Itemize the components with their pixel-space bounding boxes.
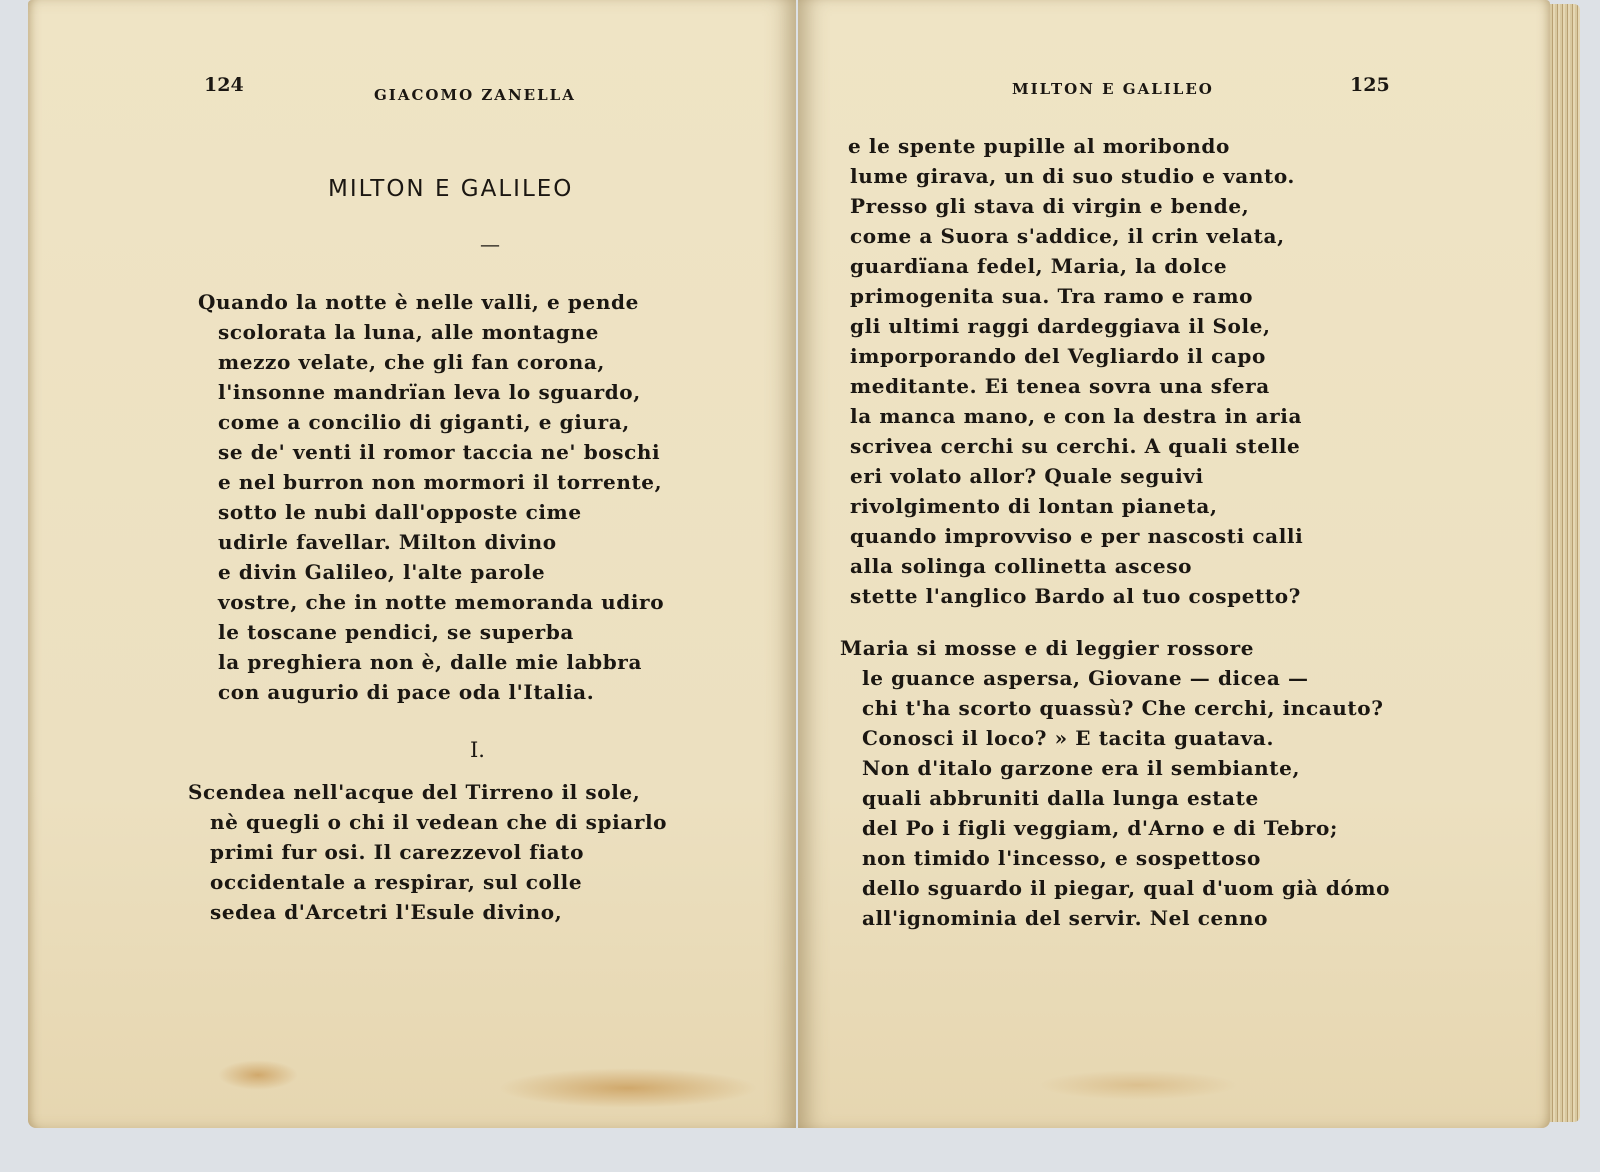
page-number-left: 124: [204, 74, 244, 96]
verse-line: mezzo velate, che gli fan corona,: [218, 350, 605, 374]
verse-line: Quando la notte è nelle valli, e pende: [198, 290, 639, 314]
verse-line: occidentale a respirar, sul colle: [210, 870, 583, 894]
verse-line: scrivea cerchi su cerchi. A quali stelle: [850, 434, 1301, 458]
verse-line: la manca mano, e con la destra in aria: [850, 404, 1303, 428]
verse-line: Conosci il loco? » E tacita guatava.: [862, 726, 1275, 750]
verse-line: le toscane pendici, se superba: [218, 620, 574, 644]
verse-line: nè quegli o chi il vedean che di spiarlo: [210, 810, 668, 834]
title-dash: —: [480, 232, 500, 256]
verse-line: vostre, che in notte memoranda udiro: [218, 590, 665, 614]
verse-line: chi t'ha scorto quassù? Che cerchi, incauto?: [862, 696, 1384, 720]
verse-line: l'insonne mandrïan leva lo sguardo,: [218, 380, 641, 404]
verse-line: gli ultimi raggi dardeggiava il Sole,: [850, 314, 1271, 338]
verse-line: stette l'anglico Bardo al tuo cospetto?: [850, 584, 1301, 608]
verse-line: rivolgimento di lontan pianeta,: [850, 494, 1218, 518]
verse-line: e le spente pupille al moribondo: [848, 134, 1230, 158]
verse-line: primi fur osi. Il carezzevol fiato: [210, 840, 585, 864]
verse-line: quali abbruniti dalla lunga estate: [862, 786, 1259, 810]
foxing-stain: [1038, 1070, 1238, 1100]
verse-line: meditante. Ei tenea sovra una sfera: [850, 374, 1270, 398]
verse-line: non timido l'incesso, e sospettoso: [862, 846, 1261, 870]
verse-line: alla solinga collinetta asceso: [850, 554, 1193, 578]
open-book: [22, 0, 1582, 1140]
verse-line: dello sguardo il piegar, qual d'uom già dómo: [862, 876, 1391, 900]
verse-line: la preghiera non è, dalle mie labbra: [218, 650, 643, 674]
verse-line: quando improvviso e per nascosti calli: [850, 524, 1304, 548]
left-page: [28, 0, 796, 1128]
verse-line: primogenita sua. Tra ramo e ramo: [850, 284, 1254, 308]
page-edges-right: [1550, 4, 1580, 1122]
verse-line: le guance aspersa, Giovane — dicea —: [862, 666, 1309, 690]
verse-line: se de' venti il romor taccia ne' boschi: [218, 440, 661, 464]
verse-line: Non d'italo garzone era il sembiante,: [862, 756, 1301, 780]
verse-line: sedea d'Arcetri l'Esule divino,: [210, 900, 563, 924]
verse-line: eri volato allor? Quale seguivi: [850, 464, 1204, 488]
verse-line: lume girava, un di suo studio e vanto.: [850, 164, 1295, 188]
verse-line: con augurio di pace oda l'Italia.: [218, 680, 595, 704]
verse-line: guardïana fedel, Maria, la dolce: [850, 254, 1228, 278]
verse-line: all'ignominia del servir. Nel cenno: [862, 906, 1269, 930]
verse-line: del Po i figli veggiam, d'Arno e di Tebro;: [862, 816, 1338, 840]
foxing-stain: [498, 1068, 758, 1108]
verse-line: Presso gli stava di virgin e bende,: [850, 194, 1250, 218]
verse-line: Maria si mosse e di leggier rossore: [840, 636, 1255, 660]
foxing-stain: [218, 1060, 298, 1090]
running-head-right: MILTON E GALILEO: [1012, 80, 1214, 98]
verse-line: come a concilio di giganti, e giura,: [218, 410, 630, 434]
right-page: [798, 0, 1550, 1128]
poem-title: MILTON E GALILEO: [328, 176, 574, 202]
running-head-left: GIACOMO ZANELLA: [374, 86, 576, 104]
verse-line: sotto le nubi dall'opposte cime: [218, 500, 582, 524]
verse-line: e divin Galileo, l'alte parole: [218, 560, 546, 584]
verse-line: come a Suora s'addice, il crin velata,: [850, 224, 1285, 248]
verse-line: e nel burron non mormori il torrente,: [218, 470, 663, 494]
verse-line: imporporando del Vegliardo il capo: [850, 344, 1266, 368]
verse-line: Scendea nell'acque del Tirreno il sole,: [188, 780, 641, 804]
verse-line: udirle favellar. Milton divino: [218, 530, 557, 554]
section-number: I.: [470, 738, 485, 762]
verse-line: scolorata la luna, alle montagne: [218, 320, 599, 344]
page-number-right: 125: [1350, 74, 1390, 96]
